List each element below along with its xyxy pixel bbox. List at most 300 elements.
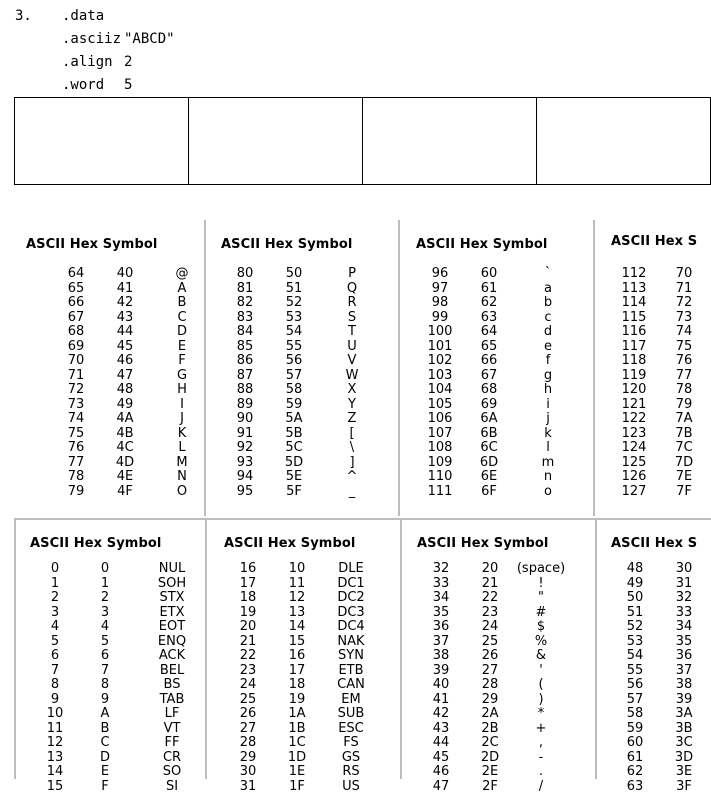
- ascii-symbol-cell: SYN: [326, 649, 376, 664]
- ascii-symbol-cell: ': [505, 664, 577, 679]
- ascii-hex-cell: 1D: [276, 751, 318, 766]
- ascii-hex-cell: 4B: [104, 427, 146, 442]
- ascii-symbol-cell: SO: [148, 765, 196, 780]
- ascii-row: [611, 325, 711, 340]
- ascii-dec-cell: 78: [56, 470, 96, 485]
- ascii-symbol-cell: ENQ: [148, 635, 196, 650]
- ascii-dec-cell: 49: [615, 577, 655, 592]
- ascii-dec-cell: 14: [40, 765, 70, 780]
- ascii-row: [221, 485, 391, 500]
- ascii-symbol-cell: $: [505, 620, 577, 635]
- ascii-row: [30, 707, 200, 722]
- ascii-row: [417, 751, 587, 766]
- ascii-dec-cell: 85: [225, 340, 265, 355]
- ascii-symbol-cell: ETX: [148, 606, 196, 621]
- ascii-symbol-cell: Y: [335, 398, 369, 413]
- ascii-symbol-cell: ): [505, 693, 577, 708]
- ascii-hex-cell: 1A: [276, 707, 318, 722]
- ascii-symbol-cell: b: [532, 296, 564, 311]
- ascii-row: [417, 722, 587, 737]
- bottom-table-3: [417, 536, 587, 794]
- ascii-symbol-cell: .: [505, 765, 577, 780]
- ascii-symbol-cell: ^: [335, 470, 369, 485]
- ascii-row: [30, 635, 200, 650]
- ascii-hex-cell: C: [90, 736, 120, 751]
- ascii-dec-cell: 38: [421, 649, 461, 664]
- ascii-row: [417, 635, 587, 650]
- ascii-row: [30, 780, 200, 794]
- ascii-hex-cell: 73: [663, 311, 705, 326]
- ascii-row: [221, 325, 391, 340]
- ascii-row: [26, 325, 196, 340]
- ascii-dec-cell: 104: [420, 383, 460, 398]
- ascii-hex-cell: 72: [663, 296, 705, 311]
- ascii-hex-cell: 22: [469, 591, 511, 606]
- ascii-dec-cell: 36: [421, 620, 461, 635]
- ascii-row: [417, 577, 587, 592]
- ascii-row: [611, 606, 711, 621]
- ascii-row: [224, 620, 394, 635]
- ascii-symbol-cell: R: [335, 296, 369, 311]
- ascii-hex-cell: 7E: [663, 470, 705, 485]
- ascii-row: [224, 707, 394, 722]
- ascii-dec-cell: 125: [613, 456, 655, 471]
- ascii-hex-cell: 75: [663, 340, 705, 355]
- ascii-row: [221, 354, 391, 369]
- ascii-row: [26, 412, 196, 427]
- ascii-hex-cell: 30: [663, 562, 705, 577]
- ascii-row: [26, 282, 196, 297]
- ascii-dec-cell: 117: [613, 340, 655, 355]
- ascii-row: [30, 649, 200, 664]
- ascii-row: [611, 311, 711, 326]
- ascii-dec-cell: 52: [615, 620, 655, 635]
- ascii-row: [416, 267, 586, 282]
- ascii-symbol-cell: e: [532, 340, 564, 355]
- ascii-row: [416, 383, 586, 398]
- ascii-hex-cell: 50: [273, 267, 315, 282]
- ascii-row: [611, 693, 711, 708]
- ascii-row: [416, 456, 586, 471]
- ascii-symbol-cell: Z: [335, 412, 369, 427]
- ascii-dec-cell: 97: [420, 282, 460, 297]
- ascii-symbol-cell: SOH: [148, 577, 196, 592]
- ascii-hex-cell: 74: [663, 325, 705, 340]
- ascii-symbol-cell: %: [505, 635, 577, 650]
- ascii-hex-cell: 36: [663, 649, 705, 664]
- ascii-row: [26, 398, 196, 413]
- ascii-hex-cell: 7B: [663, 427, 705, 442]
- ascii-row: [26, 267, 196, 282]
- ascii-dec-cell: 21: [228, 635, 268, 650]
- ascii-row: [416, 369, 586, 384]
- ascii-hex-cell: 23: [469, 606, 511, 621]
- ascii-dec-cell: 45: [421, 751, 461, 766]
- ascii-hex-cell: 79: [663, 398, 705, 413]
- ascii-dec-cell: 40: [421, 678, 461, 693]
- ascii-hex-cell: 49: [104, 398, 146, 413]
- ascii-symbol-cell: B: [166, 296, 196, 311]
- ascii-hex-cell: 2C: [469, 736, 511, 751]
- ascii-dec-cell: 50: [615, 591, 655, 606]
- ascii-dec-cell: 23: [228, 664, 268, 679]
- ascii-row: [224, 606, 394, 621]
- ascii-hex-cell: 40: [104, 267, 146, 282]
- ascii-row: [416, 325, 586, 340]
- ascii-dec-cell: 121: [613, 398, 655, 413]
- ascii-hex-cell: 6D: [468, 456, 510, 471]
- ascii-hex-cell: 3E: [663, 765, 705, 780]
- ascii-symbol-cell: N: [166, 470, 196, 485]
- ascii-table-header: ASCII Hex Symbol: [416, 237, 547, 252]
- ascii-hex-cell: 12: [276, 591, 318, 606]
- ascii-symbol-cell: (space): [505, 562, 577, 577]
- ascii-row: [611, 635, 711, 650]
- ascii-row: [224, 635, 394, 650]
- ascii-hex-cell: 5F: [273, 485, 315, 500]
- ascii-dec-cell: 31: [228, 780, 268, 794]
- ascii-hex-cell: 6: [90, 649, 120, 664]
- ascii-hex-cell: B: [90, 722, 120, 737]
- ascii-row: [611, 369, 711, 384]
- ascii-dec-cell: 95: [225, 485, 265, 500]
- ascii-symbol-cell: c: [532, 311, 564, 326]
- ascii-dec-cell: 126: [613, 470, 655, 485]
- ascii-row: [416, 412, 586, 427]
- ascii-symbol-cell: T: [335, 325, 369, 340]
- ascii-symbol-cell: &: [505, 649, 577, 664]
- ascii-hex-cell: 5B: [273, 427, 315, 442]
- ascii-row: [224, 577, 394, 592]
- ascii-hex-cell: 42: [104, 296, 146, 311]
- ascii-dec-cell: 124: [613, 441, 655, 456]
- answer-cell-4[interactable]: [537, 98, 711, 185]
- ascii-hex-cell: 4C: [104, 441, 146, 456]
- ascii-dec-cell: 113: [613, 282, 655, 297]
- ascii-row: [224, 562, 394, 577]
- ascii-symbol-cell: g: [532, 369, 564, 384]
- ascii-hex-cell: 34: [663, 620, 705, 635]
- ascii-hex-cell: 41: [104, 282, 146, 297]
- ascii-symbol-cell: STX: [148, 591, 196, 606]
- ascii-hex-cell: 48: [104, 383, 146, 398]
- ascii-row: [417, 562, 587, 577]
- ascii-dec-cell: 8: [40, 678, 70, 693]
- chart-divider: [204, 220, 206, 516]
- ascii-row: [611, 664, 711, 679]
- ascii-dec-cell: 99: [420, 311, 460, 326]
- ascii-symbol-cell: @: [166, 267, 196, 282]
- ascii-symbol-cell: Q: [335, 282, 369, 297]
- ascii-hex-cell: 4F: [104, 485, 146, 500]
- ascii-row: [221, 398, 391, 413]
- ascii-row: [417, 620, 587, 635]
- ascii-symbol-cell: ]: [335, 456, 369, 471]
- ascii-row: [611, 383, 711, 398]
- ascii-hex-cell: 7F: [663, 485, 705, 500]
- ascii-row: [221, 369, 391, 384]
- bottom-table-4: [611, 536, 711, 794]
- ascii-hex-cell: 65: [468, 340, 510, 355]
- ascii-hex-cell: 78: [663, 383, 705, 398]
- chart-divider: [400, 520, 402, 779]
- ascii-symbol-cell: EOT: [148, 620, 196, 635]
- ascii-row: [26, 427, 196, 442]
- ascii-row: [611, 282, 711, 297]
- ascii-hex-cell: 5A: [273, 412, 315, 427]
- ascii-row: [611, 678, 711, 693]
- ascii-symbol-cell: ,: [505, 736, 577, 751]
- ascii-hex-cell: 52: [273, 296, 315, 311]
- ascii-dec-cell: 90: [225, 412, 265, 427]
- ascii-row: [611, 398, 711, 413]
- ascii-hex-cell: 6C: [468, 441, 510, 456]
- ascii-dec-cell: 19: [228, 606, 268, 621]
- ascii-hex-cell: A: [90, 707, 120, 722]
- ascii-row: [417, 707, 587, 722]
- ascii-row: [26, 441, 196, 456]
- ascii-row: [611, 751, 711, 766]
- ascii-dec-cell: 26: [228, 707, 268, 722]
- chart-divider: [14, 520, 16, 779]
- ascii-dec-cell: 75: [56, 427, 96, 442]
- ascii-hex-cell: 62: [468, 296, 510, 311]
- ascii-row: [416, 398, 586, 413]
- ascii-row: [224, 722, 394, 737]
- answer-cell-1[interactable]: [15, 98, 189, 185]
- ascii-symbol-cell: D: [166, 325, 196, 340]
- ascii-row: [416, 340, 586, 355]
- ascii-dec-cell: 79: [56, 485, 96, 500]
- ascii-row: [30, 678, 200, 693]
- ascii-dec-cell: 105: [420, 398, 460, 413]
- ascii-hex-cell: 31: [663, 577, 705, 592]
- ascii-symbol-cell: P: [335, 267, 369, 282]
- top-table-2: [221, 237, 391, 499]
- ascii-table-header: ASCII Hex S: [611, 234, 697, 249]
- ascii-dec-cell: 24: [228, 678, 268, 693]
- ascii-dec-cell: 96: [420, 267, 460, 282]
- answer-cell-2[interactable]: [189, 98, 363, 185]
- question-number: 3.: [15, 8, 32, 24]
- ascii-row: [221, 470, 391, 485]
- ascii-dec-cell: 107: [420, 427, 460, 442]
- ascii-dec-cell: 53: [615, 635, 655, 650]
- ascii-hex-cell: 60: [468, 267, 510, 282]
- ascii-hex-cell: 3C: [663, 736, 705, 751]
- ascii-row: [611, 267, 711, 282]
- ascii-symbol-cell: FS: [326, 736, 376, 751]
- ascii-hex-cell: 19: [276, 693, 318, 708]
- ascii-dec-cell: 114: [613, 296, 655, 311]
- top-table-3: [416, 237, 586, 499]
- ascii-row: [611, 340, 711, 355]
- ascii-dec-cell: 109: [420, 456, 460, 471]
- ascii-symbol-cell: F: [166, 354, 196, 369]
- ascii-dec-cell: 55: [615, 664, 655, 679]
- ascii-row: [221, 267, 391, 282]
- ascii-dec-cell: 81: [225, 282, 265, 297]
- ascii-hex-cell: 69: [468, 398, 510, 413]
- ascii-row: [417, 591, 587, 606]
- ascii-dec-cell: 82: [225, 296, 265, 311]
- ascii-symbol-cell: DLE: [326, 562, 376, 577]
- ascii-dec-cell: 69: [56, 340, 96, 355]
- ascii-dec-cell: 60: [615, 736, 655, 751]
- ascii-hex-cell: 17: [276, 664, 318, 679]
- ascii-symbol-cell: O: [166, 485, 196, 500]
- ascii-hex-cell: 4D: [104, 456, 146, 471]
- ascii-row: [221, 441, 391, 456]
- ascii-row: [611, 591, 711, 606]
- ascii-row: [611, 485, 711, 500]
- ascii-dec-cell: 27: [228, 722, 268, 737]
- ascii-symbol-cell: `: [532, 267, 564, 282]
- ascii-hex-cell: 3B: [663, 722, 705, 737]
- ascii-hex-cell: 59: [273, 398, 315, 413]
- ascii-row: [416, 485, 586, 500]
- ascii-dec-cell: 64: [56, 267, 96, 282]
- ascii-hex-cell: 6B: [468, 427, 510, 442]
- ascii-dec-cell: 118: [613, 354, 655, 369]
- ascii-dec-cell: 33: [421, 577, 461, 592]
- ascii-row: [224, 780, 394, 794]
- ascii-dec-cell: 102: [420, 354, 460, 369]
- ascii-hex-cell: 3: [90, 606, 120, 621]
- ascii-dec-cell: 115: [613, 311, 655, 326]
- ascii-hex-cell: 7: [90, 664, 120, 679]
- ascii-row: [30, 765, 200, 780]
- ascii-symbol-cell: I: [166, 398, 196, 413]
- ascii-symbol-cell: GS: [326, 751, 376, 766]
- ascii-symbol-cell: o: [532, 485, 564, 500]
- ascii-row: [224, 649, 394, 664]
- ascii-dec-cell: 119: [613, 369, 655, 384]
- ascii-dec-cell: 72: [56, 383, 96, 398]
- ascii-symbol-cell: TAB: [148, 693, 196, 708]
- ascii-dec-cell: 41: [421, 693, 461, 708]
- ascii-symbol-cell: CAN: [326, 678, 376, 693]
- ascii-symbol-cell: EM: [326, 693, 376, 708]
- ascii-hex-cell: 5: [90, 635, 120, 650]
- ascii-symbol-cell: -: [505, 751, 577, 766]
- ascii-dec-cell: 76: [56, 441, 96, 456]
- ascii-hex-cell: 5E: [273, 470, 315, 485]
- ascii-dec-cell: 12: [40, 736, 70, 751]
- ascii-dec-cell: 111: [420, 485, 460, 500]
- ascii-dec-cell: 30: [228, 765, 268, 780]
- ascii-row: [611, 736, 711, 751]
- ascii-dec-cell: 17: [228, 577, 268, 592]
- ascii-row: [30, 591, 200, 606]
- code-arg-word: 5: [124, 77, 132, 93]
- ascii-row: [416, 354, 586, 369]
- ascii-hex-cell: 53: [273, 311, 315, 326]
- ascii-dec-cell: 15: [40, 780, 70, 794]
- code-line-asciiz: .asciiz: [62, 31, 121, 47]
- answer-cell-3[interactable]: [363, 98, 537, 185]
- ascii-row: [611, 456, 711, 471]
- ascii-dec-cell: 6: [40, 649, 70, 664]
- ascii-hex-cell: 77: [663, 369, 705, 384]
- ascii-dec-cell: 61: [615, 751, 655, 766]
- ascii-row: [417, 678, 587, 693]
- ascii-symbol-cell: G: [166, 369, 196, 384]
- ascii-row: [611, 649, 711, 664]
- ascii-dec-cell: 73: [56, 398, 96, 413]
- ascii-symbol-cell: US: [326, 780, 376, 794]
- chart-divider: [398, 220, 400, 516]
- ascii-row: [417, 649, 587, 664]
- ascii-row: [611, 354, 711, 369]
- ascii-hex-cell: 1E: [276, 765, 318, 780]
- ascii-dec-cell: 103: [420, 369, 460, 384]
- chart-divider: [205, 520, 207, 779]
- ascii-row: [416, 441, 586, 456]
- ascii-dec-cell: 18: [228, 591, 268, 606]
- ascii-dec-cell: 65: [56, 282, 96, 297]
- ascii-dec-cell: 66: [56, 296, 96, 311]
- ascii-hex-cell: 7D: [663, 456, 705, 471]
- ascii-row: [224, 751, 394, 766]
- bottom-table-2: [224, 536, 394, 794]
- ascii-row: [224, 765, 394, 780]
- ascii-hex-cell: 33: [663, 606, 705, 621]
- ascii-row: [416, 282, 586, 297]
- ascii-dec-cell: 2: [40, 591, 70, 606]
- ascii-dec-cell: 4: [40, 620, 70, 635]
- ascii-dec-cell: 106: [420, 412, 460, 427]
- ascii-dec-cell: 59: [615, 722, 655, 737]
- ascii-row: [224, 664, 394, 679]
- ascii-dec-cell: 70: [56, 354, 96, 369]
- ascii-hex-cell: 2: [90, 591, 120, 606]
- ascii-row: [30, 620, 200, 635]
- ascii-row: [30, 722, 200, 737]
- ascii-hex-cell: 68: [468, 383, 510, 398]
- top-table-4: [611, 234, 711, 499]
- ascii-hex-cell: 16: [276, 649, 318, 664]
- ascii-symbol-cell: f: [532, 354, 564, 369]
- ascii-hex-cell: 24: [469, 620, 511, 635]
- ascii-hex-cell: 38: [663, 678, 705, 693]
- ascii-dec-cell: 63: [615, 780, 655, 794]
- chart-divider: [593, 220, 595, 516]
- ascii-dec-cell: 116: [613, 325, 655, 340]
- top-table-1: [26, 237, 196, 499]
- ascii-row: [221, 456, 391, 471]
- ascii-hex-cell: 11: [276, 577, 318, 592]
- ascii-hex-cell: 21: [469, 577, 511, 592]
- ascii-dec-cell: 98: [420, 296, 460, 311]
- ascii-symbol-cell: d: [532, 325, 564, 340]
- ascii-dec-cell: 77: [56, 456, 96, 471]
- ascii-symbol-cell: X: [335, 383, 369, 398]
- ascii-row: [611, 722, 711, 737]
- code-line-data: .data: [62, 8, 104, 24]
- ascii-row: [417, 693, 587, 708]
- ascii-dec-cell: 108: [420, 441, 460, 456]
- ascii-row: [221, 282, 391, 297]
- ascii-hex-cell: 13: [276, 606, 318, 621]
- ascii-row: [30, 736, 200, 751]
- ascii-row: [611, 577, 711, 592]
- ascii-row: [26, 470, 196, 485]
- ascii-hex-cell: 5D: [273, 456, 315, 471]
- ascii-row: [26, 485, 196, 500]
- ascii-hex-cell: 4E: [104, 470, 146, 485]
- ascii-symbol-cell: CR: [148, 751, 196, 766]
